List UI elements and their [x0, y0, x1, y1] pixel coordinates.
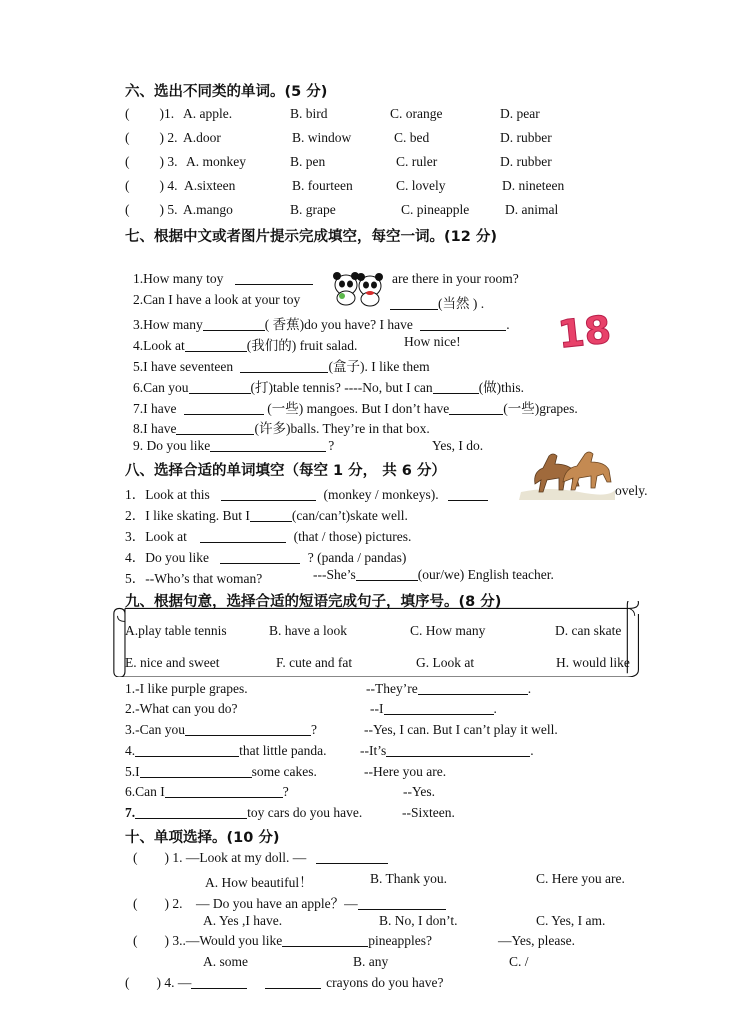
s7-q9-answer: Yes, I do. [432, 438, 484, 453]
blank[interactable] [189, 380, 251, 394]
blank[interactable] [433, 380, 479, 394]
section-10-title: 十、单项选择。(10 分) [125, 830, 280, 846]
hint: (一些)grapes. [503, 401, 578, 416]
q-text: --It’s [360, 743, 387, 758]
s6-r5-a: A.mango [183, 202, 233, 217]
blank[interactable] [200, 529, 286, 543]
s8-q5-answer [313, 567, 554, 583]
hint: (一些) mangoes. But I don’t have [267, 401, 450, 416]
blank[interactable] [384, 701, 494, 715]
blank[interactable] [185, 338, 247, 352]
num: )1. [159, 106, 175, 121]
horses-picture [519, 446, 615, 500]
blank[interactable] [250, 508, 292, 522]
s7-q2-end [390, 292, 484, 312]
s10-q2-a: A. Yes ,I have. [203, 913, 283, 928]
blank[interactable] [140, 764, 252, 778]
hint: (做)this. [478, 380, 525, 395]
q-text: 3.How many [133, 317, 203, 332]
q-text: 1.How many toy [133, 271, 224, 286]
blank[interactable] [185, 722, 311, 736]
blank[interactable] [358, 896, 446, 910]
q-text: ( ) 3..—Would you like [133, 933, 283, 948]
s6-r2-c: C. bed [394, 130, 430, 145]
s8-q4 [125, 546, 406, 566]
q-text: --They’re [366, 681, 418, 696]
punct: ? [311, 722, 317, 737]
num: ) 4. [159, 178, 178, 193]
s6-r4-b: B. fourteen [292, 178, 353, 193]
hint: (我们的) fruit salad. [246, 338, 358, 353]
option-b: B. have a look [269, 623, 347, 638]
s10-q1 [133, 850, 388, 866]
paren: ( [125, 178, 130, 193]
blank[interactable] [203, 317, 265, 331]
s6-r3-d: D. rubber [500, 154, 552, 169]
paren: ( [125, 202, 130, 217]
blank[interactable] [135, 805, 247, 819]
s6-row-5 [125, 202, 178, 218]
q-text: 2.Can I have a look at your toy [133, 292, 301, 307]
s10-q2 [133, 892, 446, 912]
s6-row-3 [125, 154, 178, 170]
blank[interactable] [356, 567, 418, 581]
blank[interactable] [176, 421, 254, 435]
s9-q1-answer [366, 681, 531, 697]
s9-q4 [125, 743, 326, 759]
q-text: 5.I have seventeen [133, 359, 234, 374]
blank[interactable] [221, 487, 316, 501]
s8-q1 [125, 483, 488, 503]
number-18-picture: 18 [555, 307, 614, 357]
s8-q5 [125, 567, 262, 587]
punct: . [527, 681, 532, 696]
s9-q3 [125, 722, 317, 738]
q-text: ( ) 2. — Do you have an apple？— [133, 896, 358, 911]
s6-r1-a: A. apple. [183, 106, 233, 121]
hint: (许多)balls. They’re in that box. [254, 421, 430, 436]
option-f: F. cute and fat [276, 655, 353, 670]
q-text: 5.I [125, 764, 140, 779]
num: ) 2. [159, 130, 178, 145]
blank[interactable] [265, 975, 321, 989]
s6-r4-c: C. lovely [396, 178, 446, 193]
punct: . [493, 701, 497, 716]
q-text: 4. [125, 743, 136, 758]
q-text: 4．Do you like [125, 550, 209, 565]
s8-q2 [125, 504, 408, 524]
s10-q2-b: B. No, I don’t. [379, 913, 458, 928]
hint: ( 香蕉)do you have? I have [264, 317, 413, 332]
s10-q3-c: C. / [509, 954, 529, 969]
q-text: 2．I like skating. But I [125, 508, 250, 523]
s7-q2 [133, 292, 300, 308]
q-text: toy cars do you have. [247, 805, 363, 820]
s9-q2-answer [370, 701, 497, 717]
s10-q1-c: C. Here you are. [536, 871, 625, 886]
s7-q5 [133, 355, 430, 375]
q-text: crayons do you have? [326, 975, 444, 990]
s6-r2-a: A.door [183, 130, 221, 145]
s9-q6-answer: --Yes. [403, 784, 436, 799]
s7-q9 [133, 438, 334, 454]
num: ) 3. [159, 154, 178, 169]
q-text: ---She’s [313, 567, 356, 582]
s10-q3-a: A. some [203, 954, 248, 969]
q-text: --I [370, 701, 384, 716]
option-h: H. would like [556, 655, 630, 670]
option-d: D. can skate [555, 623, 622, 638]
blank[interactable] [448, 487, 488, 501]
option-c: C. How many [410, 623, 486, 638]
hint: (当然 ) . [438, 296, 485, 311]
section-6-title: 六、选出不同类的单词。(5 分) [125, 84, 328, 100]
panda-toys-icon [328, 271, 388, 307]
blank[interactable] [220, 550, 300, 564]
s6-r5-c: C. pineapple [401, 202, 470, 217]
s6-r3-b: B. pen [290, 154, 326, 169]
section-7-title: 七、根据中文或者图片提示完成填空，每空一词。(12 分) [125, 229, 497, 245]
paren: ( [125, 154, 130, 169]
punct: . [506, 317, 510, 332]
blank[interactable] [165, 784, 283, 798]
s7-q7 [133, 397, 578, 417]
q-text: ( ) 4. — [125, 975, 192, 990]
s6-r5-d: D. animal [505, 202, 559, 217]
q-text: some cakes. [251, 764, 317, 779]
s9-q5-answer: --Here you are. [364, 764, 447, 779]
s6-r1-b: B. bird [290, 106, 328, 121]
options: (monkey / monkeys). [323, 487, 439, 502]
s8-q1-end: ovely. [615, 483, 648, 498]
q-text: 3．Look at [125, 529, 187, 544]
s9-q7 [125, 805, 362, 821]
blank[interactable] [386, 743, 530, 757]
q-text: that little panda. [239, 743, 327, 758]
s6-r2-b: B. window [292, 130, 352, 145]
options: (our/we) English teacher. [417, 567, 554, 582]
s6-r2-d: D. rubber [500, 130, 552, 145]
punct: . [530, 743, 534, 758]
s10-q4 [125, 975, 443, 991]
s6-r1-c: C. orange [390, 106, 443, 121]
s6-r4-a: A.sixteen [184, 178, 236, 193]
blank[interactable] [191, 975, 247, 989]
s6-r4-d: D. nineteen [502, 178, 565, 193]
q-text: 6.Can I [125, 784, 165, 799]
s6-row-4 [125, 178, 178, 194]
s6-row-1 [125, 106, 174, 122]
s9-q3-answer: --Yes, I can. But I can’t play it well. [364, 722, 558, 737]
section-9-title: 九、根据句意，选择合适的短语完成句子，填序号。(8 分) [125, 594, 502, 610]
options: (that / those) pictures. [293, 529, 412, 544]
q-text: 6.Can you [133, 380, 189, 395]
options: ? (panda / pandas) [307, 550, 407, 565]
blank[interactable] [449, 401, 503, 415]
section-8-title: 八、选择合适的单词填空（每空 1 分， 共 6 分） [125, 463, 446, 479]
blank[interactable] [235, 271, 313, 285]
option-e: E. nice and sweet [125, 655, 220, 670]
option-a: A.play table tennis [125, 623, 227, 638]
blank[interactable] [210, 438, 326, 452]
s6-r5-b: B. grape [290, 202, 336, 217]
q-text: 7.I have [133, 401, 177, 416]
s7-q1 [133, 271, 313, 287]
q-text: 4.Look at [133, 338, 185, 353]
blank[interactable] [420, 317, 506, 331]
punct: ? [328, 438, 335, 453]
option-g: G. Look at [416, 655, 475, 670]
blank[interactable] [316, 850, 388, 864]
hint: (打)table tennis? ----No, but I can [250, 380, 433, 395]
q-text: 5．--Who’s that woman? [125, 571, 263, 586]
s10-q3-reply: —Yes, please. [498, 933, 575, 948]
s7-q4-end: How nice! [404, 334, 461, 349]
blank[interactable] [184, 401, 264, 415]
s10-q2-c: C. Yes, I am. [536, 913, 606, 928]
s9-q4-answer [360, 743, 534, 759]
s9-q5 [125, 764, 317, 780]
paren: ( [125, 106, 130, 121]
s6-row-2 [125, 130, 178, 146]
blank[interactable] [418, 681, 528, 695]
s6-r3-a: A. monkey [186, 154, 246, 169]
s7-q3 [133, 313, 510, 333]
q-text: ( ) 1. —Look at my doll. — [133, 850, 307, 865]
num: ) 5. [159, 202, 178, 217]
s10-q3-b: B. any [353, 954, 389, 969]
blank[interactable] [390, 296, 438, 310]
s10-q3 [133, 933, 432, 949]
s10-q1-b: B. Thank you. [370, 871, 447, 886]
s9-q1: 1.-I like purple grapes. [125, 681, 248, 696]
q-text: pineapples? [368, 933, 433, 948]
s7-q1-end: are there in your room? [392, 271, 519, 286]
options: (can/can’t)skate well. [291, 508, 408, 523]
blank[interactable] [240, 359, 328, 373]
q-text: 3.-Can you [125, 722, 185, 737]
q-text: 9. Do you like [133, 438, 211, 453]
s6-r1-d: D. pear [500, 106, 540, 121]
s10-q1-a: A. How beautiful！ [205, 875, 313, 890]
blank[interactable] [135, 743, 239, 757]
s8-q3 [125, 525, 411, 545]
s9-q2: 2.-What can you do? [125, 701, 238, 716]
q-text: 1．Look at this [125, 487, 210, 502]
s7-q8 [133, 417, 430, 437]
s9-q7-answer: --Sixteen. [402, 805, 455, 820]
punct: ? [282, 784, 289, 799]
s6-r3-c: C. ruler [396, 154, 438, 169]
paren: ( [125, 130, 130, 145]
s7-q6 [133, 376, 524, 396]
s9-q6 [125, 784, 289, 800]
hint: (盒子). I like them [328, 359, 430, 374]
s7-q4 [133, 334, 357, 354]
q-text: 7. [125, 805, 136, 820]
blank[interactable] [282, 933, 368, 947]
q-text: 8.I have [133, 421, 177, 436]
